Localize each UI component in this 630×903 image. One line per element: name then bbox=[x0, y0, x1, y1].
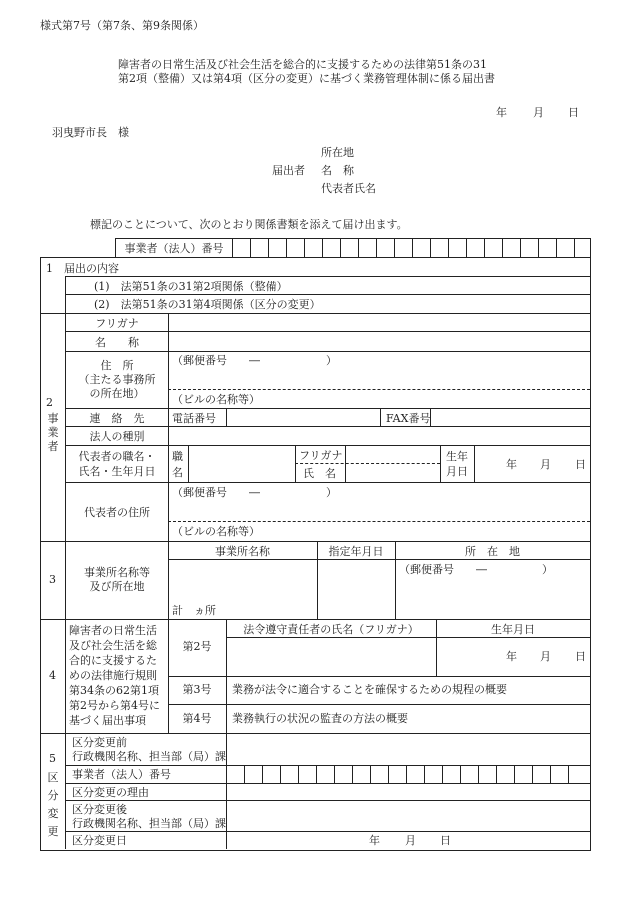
rep-birth-label-line1: 生年 bbox=[446, 450, 468, 463]
sec4-label-line7: 基づく届出事項 bbox=[69, 714, 146, 727]
before-change-label-line2: 行政機関名称、担当部（局）課 bbox=[72, 750, 226, 763]
rep-address-label: 代表者の住所 bbox=[84, 506, 150, 519]
section2-title: 事業者 bbox=[47, 412, 59, 453]
sec4-label-line4: めの法律施行規則 bbox=[69, 669, 157, 682]
addressee: 羽曳野市長 様 bbox=[52, 126, 129, 139]
date-month-label: 月 bbox=[533, 106, 544, 119]
section5-number: 5 bbox=[49, 752, 56, 765]
sec4-label-line3: 合的に支援するた bbox=[69, 654, 157, 667]
office-location-column: 所 在 地 bbox=[465, 545, 520, 558]
rep-birth-label-line2: 月日 bbox=[446, 465, 468, 478]
option-category-change[interactable]: (2) 法第51条の31第4項関係（区分の変更） bbox=[94, 298, 321, 311]
address-postal-field[interactable]: （郵便番号 ― ） bbox=[172, 354, 337, 367]
sec4-label-line6: 第2号から第4号に bbox=[69, 699, 160, 712]
after-change-label-line1: 区分変更後 bbox=[72, 803, 127, 816]
section1-label: 1 届出の内容 bbox=[46, 262, 119, 275]
rep-birth-day: 日 bbox=[575, 458, 586, 471]
rep-furigana-label: フリガナ bbox=[299, 449, 343, 462]
sec4-label-line1: 障害者の日常生活 bbox=[69, 624, 157, 637]
date-year-label: 年 bbox=[496, 106, 507, 119]
compliance-officer-header: 法令遵守責任者の氏名（フリガナ） bbox=[243, 623, 419, 636]
item4-label: 第4号 bbox=[182, 712, 212, 725]
representative-label-line1: 代表者の職名・ bbox=[78, 450, 156, 463]
officer-birth-year: 年 bbox=[506, 650, 517, 663]
change-date-day: 日 bbox=[440, 834, 451, 847]
office-label-line1: 事業所名称等 bbox=[84, 566, 150, 579]
change-reason-label: 区分変更の理由 bbox=[72, 786, 149, 799]
rep-birth-month: 月 bbox=[540, 458, 551, 471]
section5-title: 区分変更 bbox=[47, 771, 59, 838]
office-count: 計 ヵ所 bbox=[172, 604, 216, 617]
rep-building-field[interactable]: （ビルの名称等） bbox=[172, 525, 260, 538]
corporation-type-label: 法人の種別 bbox=[89, 430, 145, 443]
fax-label: FAX番号 bbox=[386, 412, 431, 425]
representative-label-line2: 氏名・生年月日 bbox=[78, 465, 156, 478]
name-label: 名 称 bbox=[95, 336, 139, 349]
office-label-line2: 及び所在地 bbox=[89, 580, 145, 593]
notifier-location-label: 所在地 bbox=[321, 146, 354, 159]
sec5-business-number-label: 事業者（法人）番号 bbox=[72, 768, 171, 781]
before-change-label-line1: 区分変更前 bbox=[72, 736, 127, 749]
section3-number: 3 bbox=[49, 573, 56, 586]
address-label-line2: （主たる事務所 bbox=[78, 373, 156, 386]
business-number-label: 事業者（法人）番号 bbox=[124, 242, 224, 255]
sec4-label-line2: 及び社会生活を総 bbox=[69, 639, 157, 652]
officer-birth-month: 月 bbox=[540, 650, 551, 663]
notifier-label: 届出者 bbox=[272, 164, 305, 177]
section2-number: 2 bbox=[46, 396, 53, 409]
item3-label: 第3号 bbox=[182, 683, 212, 696]
contact-label: 連 絡 先 bbox=[89, 412, 145, 425]
furigana-label: フリガナ bbox=[95, 317, 139, 330]
address-label-line3: の所在地） bbox=[89, 387, 145, 400]
office-postal-field[interactable]: （郵便番号 ― ） bbox=[399, 563, 553, 576]
position-label-mei: 名 bbox=[172, 466, 183, 479]
document-title-line1: 障害者の日常生活及び社会生活を総合的に支援するための法律第51条の31 bbox=[118, 58, 487, 71]
item3-description: 業務が法令に適合することを確保するための規程の概要 bbox=[232, 683, 507, 696]
phone-label: 電話番号 bbox=[172, 412, 216, 425]
section4-number: 4 bbox=[49, 669, 56, 682]
position-label-shoku: 職 bbox=[172, 450, 183, 463]
designation-date-column: 指定年月日 bbox=[328, 545, 384, 558]
notifier-representative-label: 代表者氏名 bbox=[321, 182, 376, 195]
date-day-label: 日 bbox=[568, 106, 579, 119]
change-date-year: 年 bbox=[369, 834, 380, 847]
address-label-line1: 住 所 bbox=[100, 359, 134, 372]
office-name-column: 事業所名称 bbox=[215, 545, 270, 558]
form-number: 様式第7号（第7条、第9条関係） bbox=[40, 19, 204, 32]
item4-description: 業務執行の状況の監査の方法の概要 bbox=[232, 712, 408, 725]
change-date-label: 区分変更日 bbox=[72, 834, 127, 847]
officer-birth-day: 日 bbox=[575, 650, 586, 663]
rep-name-label: 氏 名 bbox=[303, 467, 336, 480]
change-date-month: 月 bbox=[405, 834, 416, 847]
option-maintenance[interactable]: (1) 法第51条の31第2項関係（整備） bbox=[94, 280, 288, 293]
document-title-line2: 第2項（整備）又は第4項（区分の変更）に基づく業務管理体制に係る届出書 bbox=[118, 72, 495, 85]
compliance-officer-birth-header: 生年月日 bbox=[491, 623, 535, 636]
rep-birth-year: 年 bbox=[506, 458, 517, 471]
sec4-label-line5: 第34条の62第1項 bbox=[69, 684, 159, 697]
statement: 標記のことについて、次のとおり関係書類を添えて届け出ます。 bbox=[90, 218, 408, 231]
item2-label: 第2号 bbox=[182, 640, 212, 653]
after-change-label-line2: 行政機関名称、担当部（局）課 bbox=[72, 817, 226, 830]
address-building-field[interactable]: （ビルの名称等） bbox=[172, 393, 260, 406]
rep-postal-field[interactable]: （郵便番号 ― ） bbox=[172, 486, 337, 499]
notifier-name-label: 名 称 bbox=[321, 164, 354, 177]
